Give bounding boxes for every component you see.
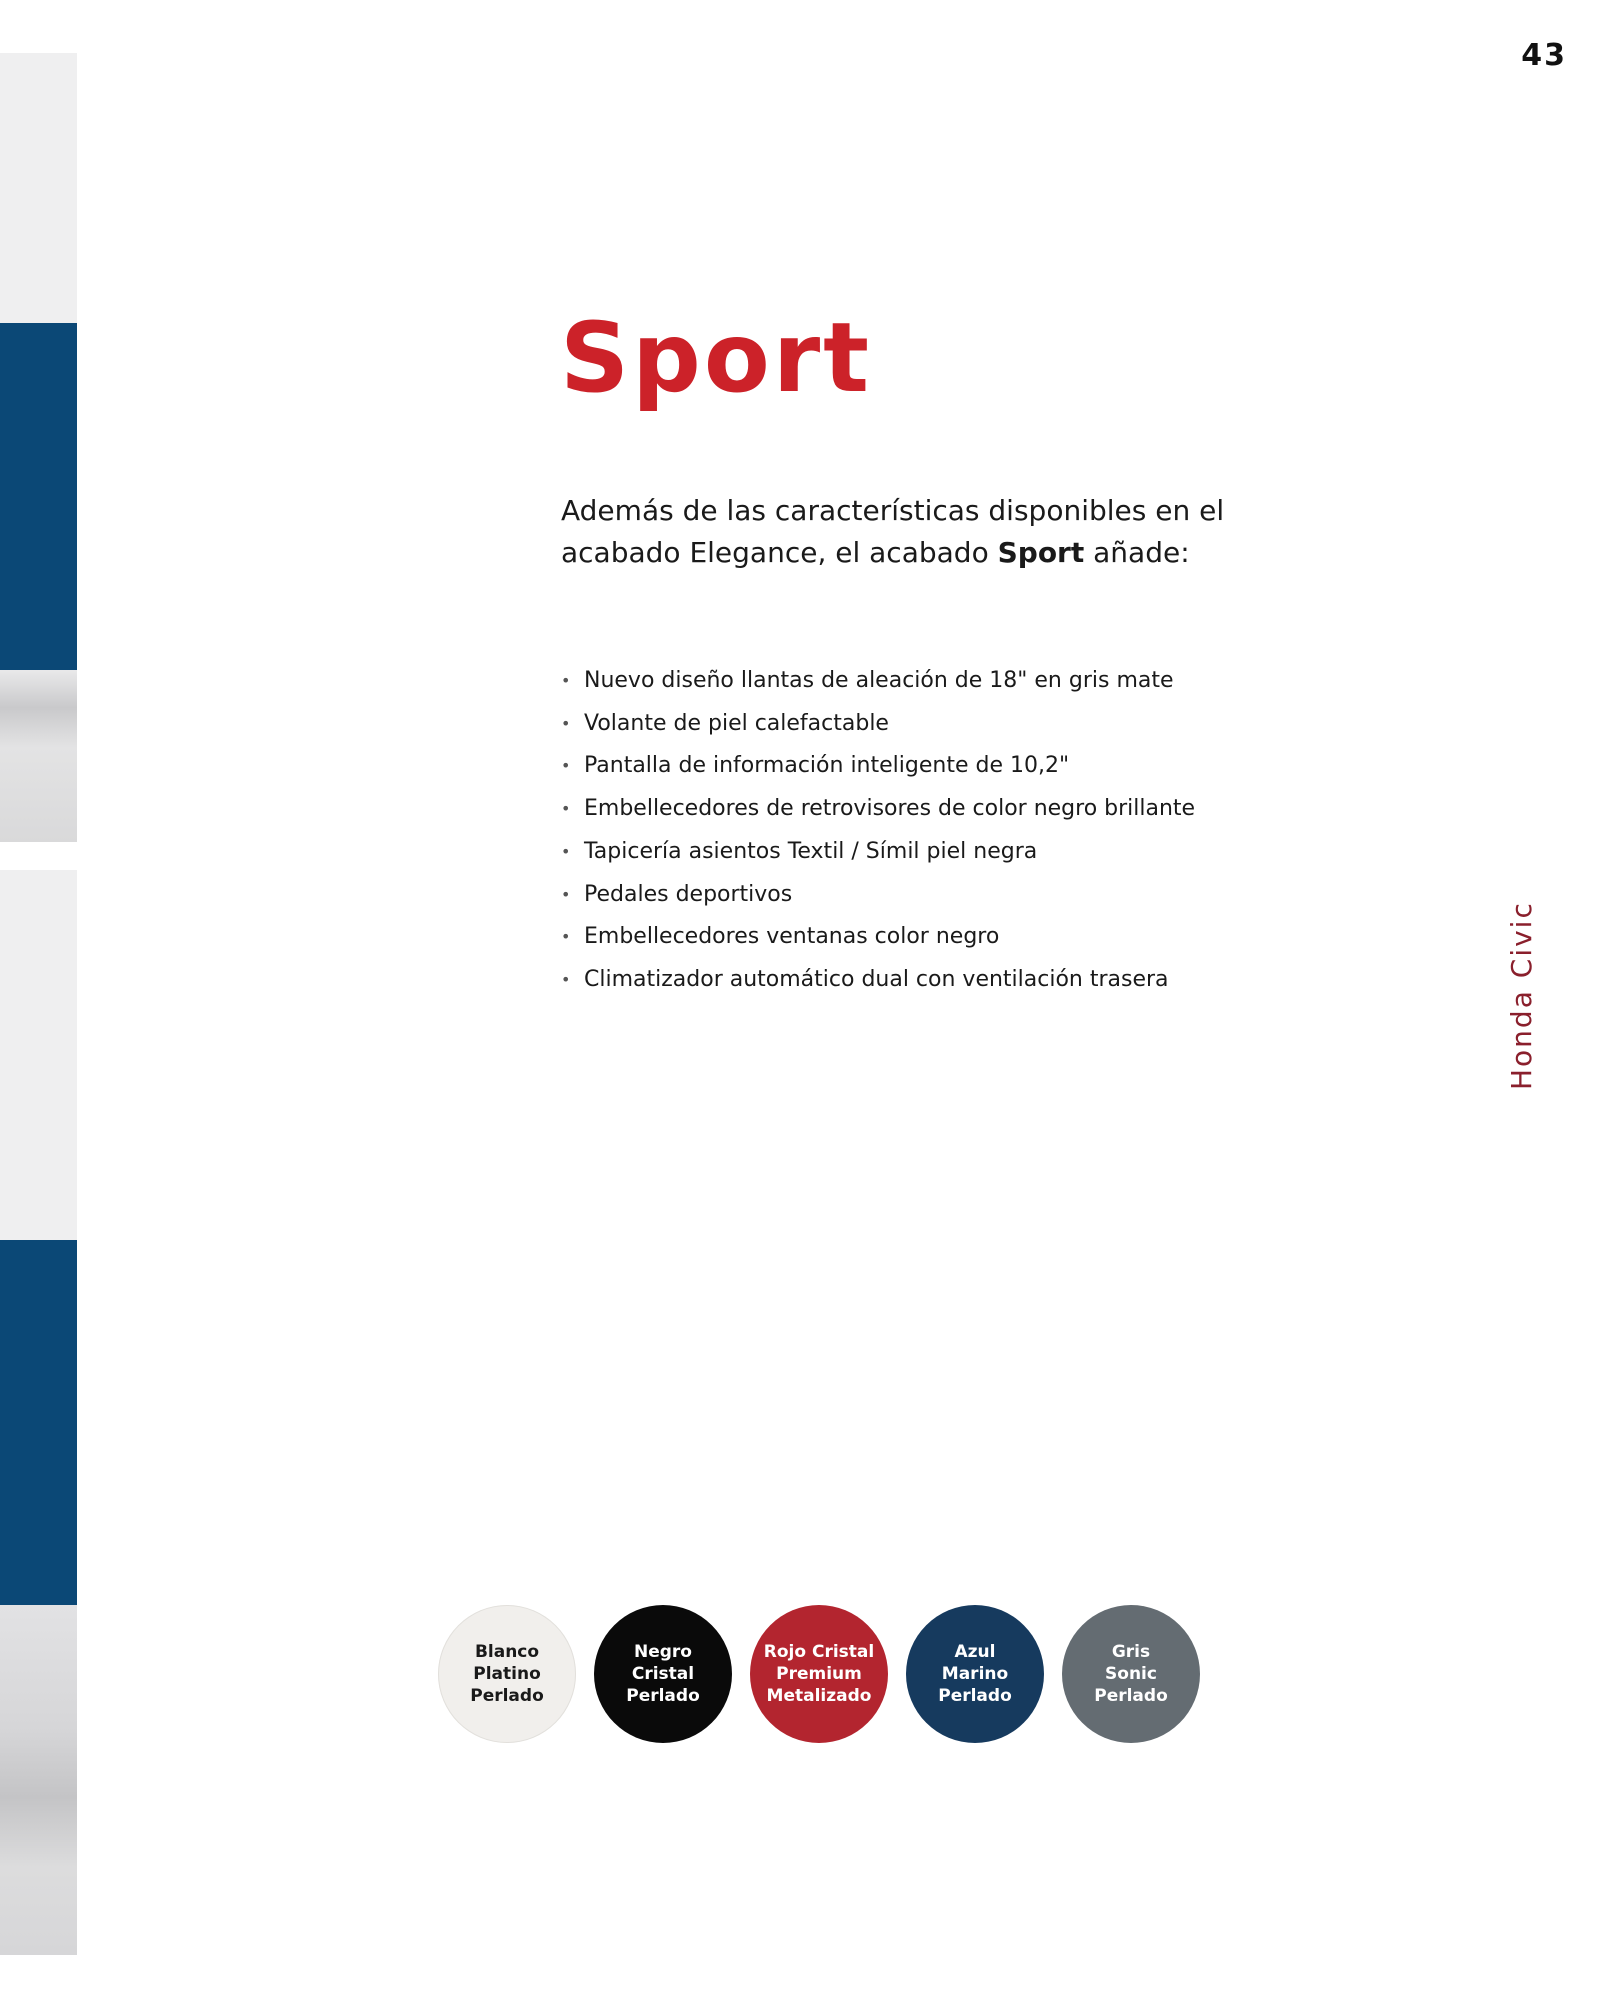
left-strip-blue bbox=[0, 1240, 77, 1605]
intro-text-end: añade: bbox=[1084, 536, 1190, 569]
left-strip-gradient bbox=[0, 670, 77, 842]
bullet-icon: • bbox=[561, 969, 571, 989]
color-swatch-blue bbox=[906, 1605, 1044, 1743]
feature-list bbox=[561, 660, 1261, 1002]
swatch-label: Rojo Cristal Premium Metalizado bbox=[763, 1642, 875, 1706]
feature-item bbox=[561, 874, 1261, 917]
bullet-icon: • bbox=[561, 884, 571, 904]
color-swatch-red bbox=[750, 1605, 888, 1743]
feature-text: Pedales deportivos bbox=[584, 881, 793, 907]
side-label: Honda Civic bbox=[1505, 901, 1538, 1090]
color-swatch-white bbox=[438, 1605, 576, 1743]
bullet-icon: • bbox=[561, 713, 571, 733]
left-strip-light bbox=[0, 53, 77, 323]
feature-text: Nuevo diseño llantas de aleación de 18" en gris mate bbox=[584, 668, 1174, 693]
bullet-icon: • bbox=[561, 671, 571, 690]
color-swatch-black bbox=[594, 1605, 732, 1743]
page-number: 43 bbox=[1521, 38, 1567, 73]
bullet-icon: • bbox=[561, 841, 571, 861]
left-strip-light bbox=[0, 870, 77, 1240]
intro-paragraph bbox=[561, 490, 1261, 574]
feature-text: Tapicería asientos Textil / Símil piel negra bbox=[584, 838, 1038, 864]
feature-text: Embellecedores ventanas color negro bbox=[584, 924, 1000, 950]
color-swatch-grey bbox=[1062, 1605, 1200, 1743]
feature-text: Volante de piel calefactable bbox=[584, 710, 889, 736]
feature-item bbox=[561, 959, 1261, 1002]
intro-text: Además de las características disponibles en el acabado Elegance, el acabado bbox=[561, 494, 1225, 569]
swatch-label: Azul Marino Perlado bbox=[938, 1642, 1012, 1706]
feature-item bbox=[561, 916, 1261, 959]
feature-text: Climatizador automático dual con ventilación trasera bbox=[584, 966, 1169, 992]
color-swatches bbox=[438, 1605, 1200, 1743]
left-strip-gradient bbox=[0, 1605, 77, 1955]
feature-text: Embellecedores de retrovisores de color negro brillante bbox=[584, 796, 1196, 822]
bullet-icon: • bbox=[561, 799, 571, 819]
intro-bold: Sport bbox=[997, 536, 1085, 569]
bullet-icon: • bbox=[561, 927, 571, 947]
page-title: Sport bbox=[560, 302, 873, 414]
feature-item bbox=[561, 788, 1261, 831]
feature-item bbox=[561, 745, 1261, 788]
feature-item bbox=[561, 660, 1261, 703]
swatch-label: Negro Cristal Perlado bbox=[626, 1642, 700, 1706]
swatch-label: Blanco Platino Perlado bbox=[470, 1642, 544, 1706]
bullet-icon: • bbox=[561, 756, 571, 776]
left-strip-blue bbox=[0, 323, 77, 670]
feature-item bbox=[561, 703, 1261, 746]
swatch-label: Gris Sonic Perlado bbox=[1094, 1642, 1168, 1706]
feature-item bbox=[561, 831, 1261, 874]
feature-text: Pantalla de información inteligente de 10,2" bbox=[584, 753, 1070, 779]
